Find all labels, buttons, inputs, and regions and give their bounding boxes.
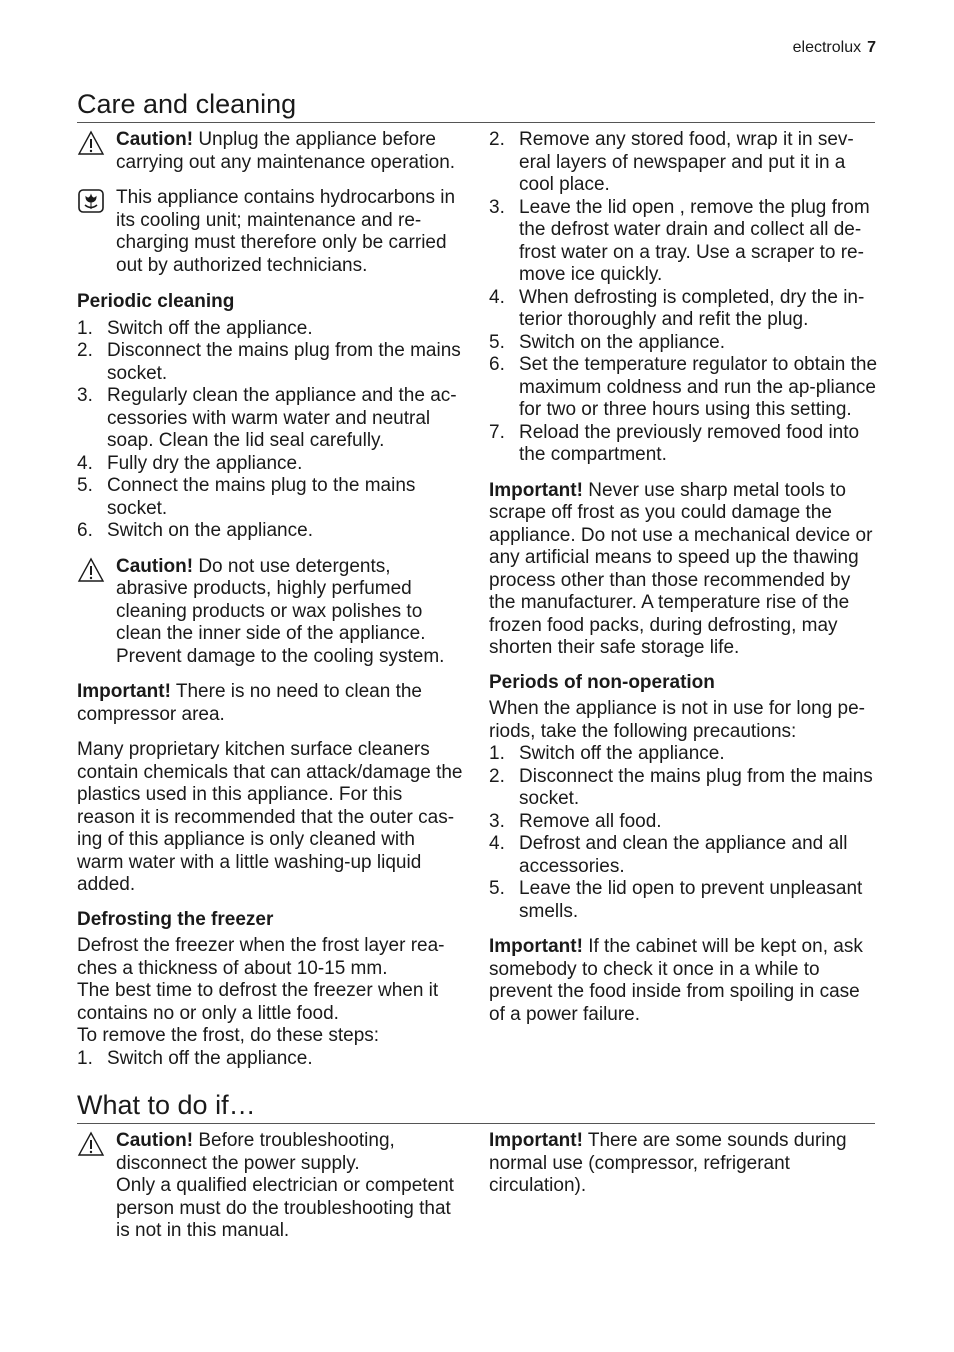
care-left-column (77, 129, 465, 1070)
important-label: Important! (489, 1130, 583, 1151)
list-item: 3. Leave the lid open , remove the plug from the defrost water drain and collect all de-frost water on a tray. Use a scraper to re-move ice quickly. (489, 196, 870, 285)
caution-label: Caution! (116, 555, 194, 577)
page-number: 7 (867, 39, 876, 56)
list-item: 4. Fully dry the appliance. (77, 452, 303, 474)
page-header (793, 37, 876, 60)
care-section-title: Care and cleaning (77, 88, 875, 123)
important-label: Important! (77, 681, 171, 702)
periodic-cleaning-heading: Periodic cleaning (77, 291, 235, 312)
important-cabinet: Important! If the cabinet will be kept on, ask somebody to check it once in a while to prevent the food inside from spoiling in case of a power failure. (489, 936, 863, 1025)
list-item: 4. When defrosting is completed, dry the in-terior thoroughly and refit the plug. (489, 286, 865, 330)
whatif-left-column (77, 1130, 465, 1243)
important-sharp-tools: Important! Never use sharp metal tools to scrape off frost as you could damage the appliance. Do not use a mechanical device or any artificial means to speed up the thawing process other than those recommended by the manufacturer. A temperature rise of the frozen food packs, during defrosting, may shorten their safe storage life. (489, 479, 873, 658)
environment-icon (77, 187, 116, 277)
list-item: 6. Switch on the appliance. (77, 520, 313, 541)
whatif-right-column (489, 1130, 879, 1198)
caution-text: Do not use detergents, abrasive products, highly perfumed cleaning products or wax polishes to clean the inner side of the appliance. Prevent damage to the cooling system. (116, 555, 445, 667)
defrost-paragraph-3: To remove the frost, do these steps: (77, 1025, 380, 1046)
defrost-paragraph-2: The best time to defrost the freezer when it contains no or only a little food. (77, 980, 439, 1024)
caution-label: Caution! (116, 129, 194, 150)
list-item: 7. Reload the previously removed food into the compartment. (489, 421, 860, 465)
important-label: Important! (489, 936, 583, 957)
defrost-steps-list-continued (489, 129, 879, 467)
list-item: 1. Switch off the appliance. (77, 1047, 313, 1069)
hydrocarbons-note (77, 187, 465, 277)
caution-label: Caution! (116, 1130, 194, 1151)
list-item: 2. Disconnect the mains plug from the mains socket. (77, 340, 461, 384)
non-operation-intro: When the appliance is not in use for long pe-riods, take the following precautions: (489, 698, 866, 742)
important-label: Important! (489, 479, 583, 501)
defrost-paragraph-1: Defrost the freezer when the frost layer rea-ches a thickness of about 10-15 mm. (77, 935, 445, 979)
list-item: 5. Switch on the appliance. (489, 331, 725, 353)
list-item: 5. Connect the mains plug to the mains socket. (77, 475, 416, 519)
list-item: 5. Leave the lid open to prevent unpleasant smells. (489, 878, 863, 922)
caution-note-unplug (77, 129, 465, 174)
list-item: 1. Switch off the appliance. (77, 317, 313, 339)
caution-text: Before troubleshooting, disconnect the power supply. (116, 1130, 395, 1174)
caution-note-troubleshooting (77, 1130, 465, 1243)
defrosting-heading: Defrosting the freezer (77, 908, 274, 930)
non-operation-heading: Periods of non-operation (489, 671, 715, 693)
care-right-column (489, 129, 879, 1026)
list-item: 2. Disconnect the mains plug from the mains socket. (489, 765, 873, 809)
proprietary-cleaners-paragraph: Many proprietary kitchen surface cleaners contain chemicals that can attack/damage the plastics used in this appliance. For this reason it is recommended that the outer cas-ing of this appliance is only cleaned with warm water with a little washing-up liquid added. (77, 739, 463, 895)
whatif-section-title: What to do if… (77, 1089, 875, 1124)
list-item: 4. Defrost and clean the appliance and all accessories. (489, 833, 848, 877)
defrost-steps-list-start (77, 1048, 465, 1071)
warning-triangle-icon (77, 1130, 116, 1243)
warning-triangle-icon (77, 129, 116, 174)
hydrocarbons-text: This appliance contains hydrocarbons in its cooling unit; maintenance and re-charging must therefore only be carried out by authorized technicians. (116, 187, 456, 276)
non-operation-list (489, 743, 879, 923)
brand-name: electrolux (792, 39, 862, 56)
list-item: 1. Switch off the appliance. (489, 743, 725, 764)
caution-text-qualified: Only a qualified electrician or competent person must do the troubleshooting that is not in this manual. (116, 1175, 454, 1241)
important-sounds: Important! There are some sounds during normal use (compressor, refrigerant circulation). (489, 1130, 847, 1196)
warning-triangle-icon (77, 556, 116, 669)
list-item: 2. Remove any stored food, wrap it in sev-eral layers of newspaper and put it in a cool place. (489, 129, 854, 195)
list-item: 3. Remove all food. (489, 810, 662, 832)
periodic-cleaning-list (77, 318, 465, 543)
list-item: 6. Set the temperature regulator to obtain the maximum coldness and run the ap-pliance for two or three hours using this setting. (489, 354, 878, 420)
caution-note-detergents (77, 556, 465, 669)
important-compressor: Important! There is no need to clean the compressor area. (77, 681, 422, 725)
list-item: 3. Regularly clean the appliance and the ac-cessories with warm water and neutral soap. Clean the lid seal carefully. (77, 385, 457, 451)
caution-text: Unplug the appliance before carrying out any maintenance operation. (116, 129, 456, 173)
